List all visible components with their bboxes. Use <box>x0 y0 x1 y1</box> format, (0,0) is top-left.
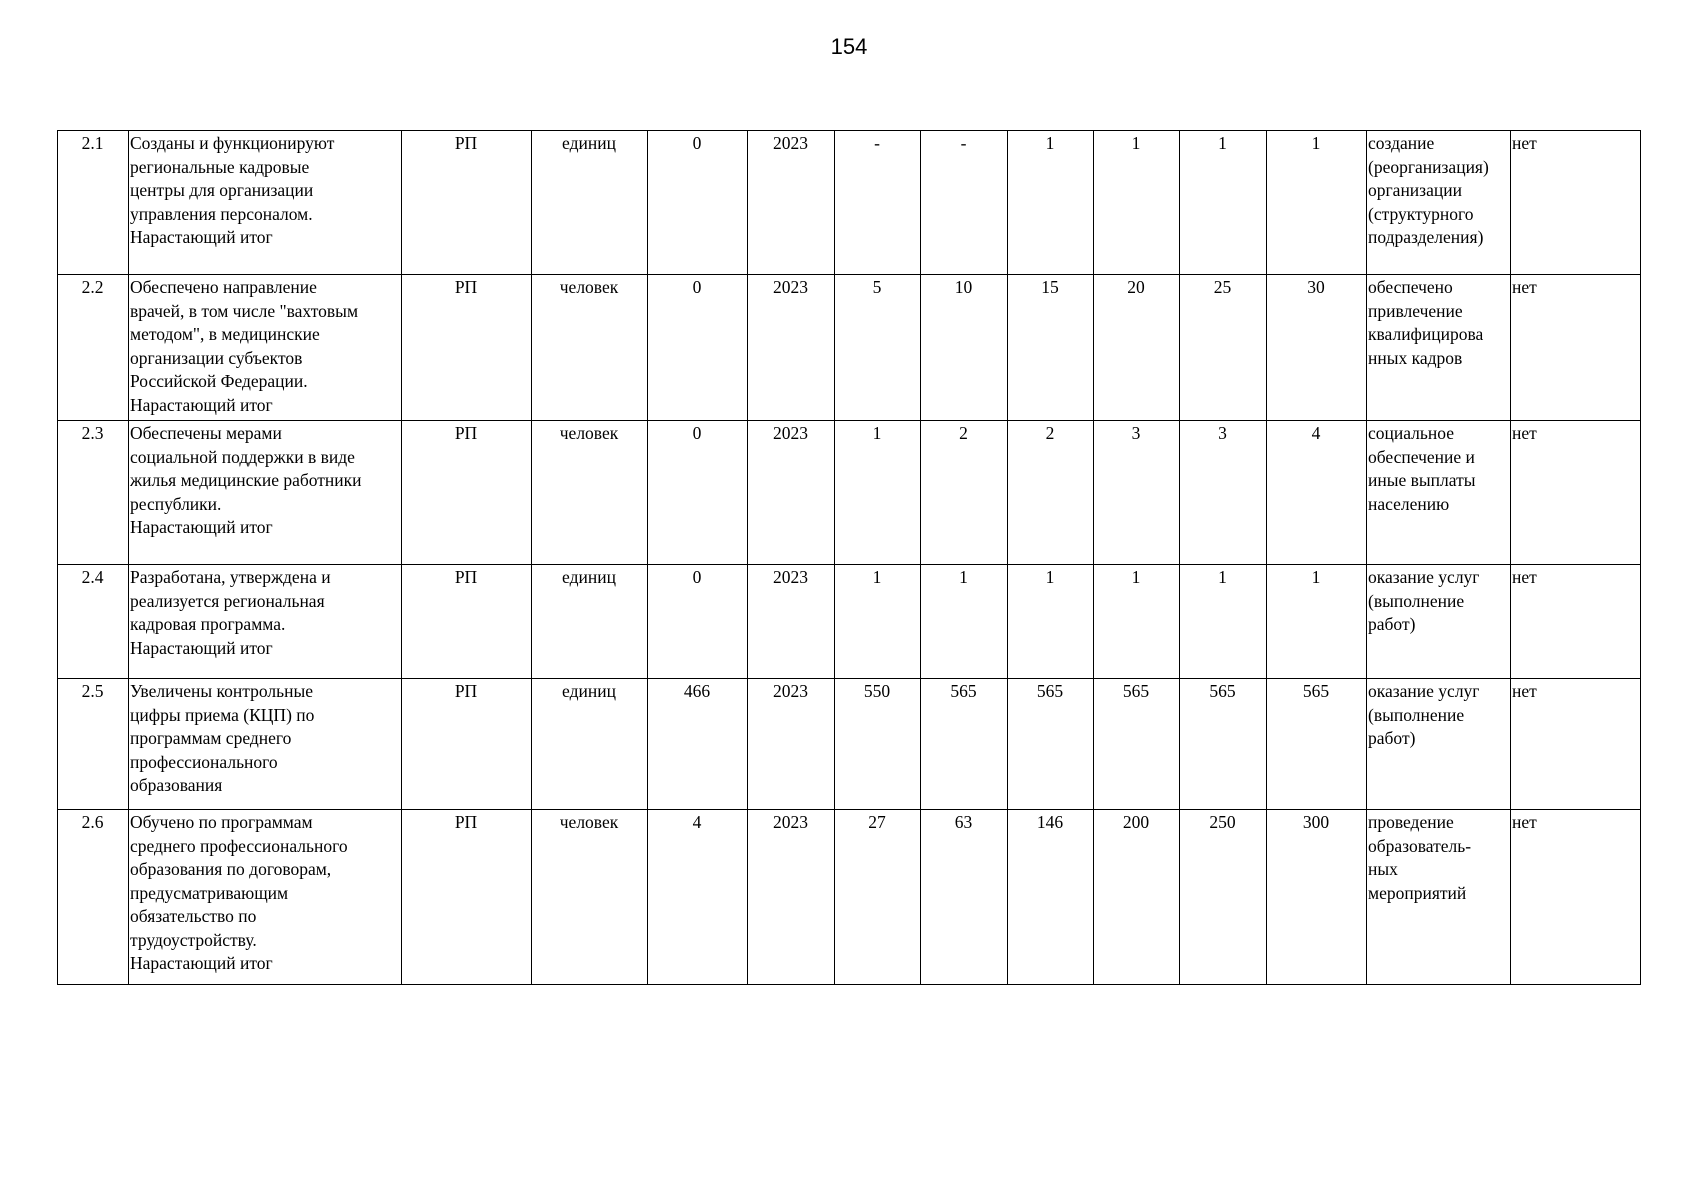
unit: человек <box>532 275 648 421</box>
result-type: оказание услуг (выполнение работ) <box>1367 565 1511 679</box>
base-value: 0 <box>648 275 748 421</box>
row-number: 2.2 <box>58 275 129 421</box>
value-1: 1 <box>835 565 921 679</box>
value-6: 565 <box>1267 679 1367 810</box>
result-type: социальное обеспечение и иные выплаты населению <box>1367 421 1511 565</box>
value-2: - <box>921 131 1008 275</box>
value-2: 63 <box>921 810 1008 985</box>
value-1: 1 <box>835 421 921 565</box>
value-6: 300 <box>1267 810 1367 985</box>
value-3: 1 <box>1008 565 1094 679</box>
value-3: 146 <box>1008 810 1094 985</box>
base-year: 2023 <box>748 565 835 679</box>
level: РП <box>402 421 532 565</box>
value-2: 2 <box>921 421 1008 565</box>
value-6: 4 <box>1267 421 1367 565</box>
value-6: 1 <box>1267 131 1367 275</box>
indicator-name: Обеспечено направление врачей, в том числе "вахтовым методом", в медицинские организации субъектов Российской Федерации. Нарастающий итог <box>129 275 402 421</box>
page-number: 154 <box>830 34 868 59</box>
result-type: оказание услуг (выполнение работ) <box>1367 679 1511 810</box>
flag: нет <box>1511 275 1641 421</box>
flag: нет <box>1511 131 1641 275</box>
value-6: 30 <box>1267 275 1367 421</box>
row-number: 2.6 <box>58 810 129 985</box>
result-type: проведение образователь- ных мероприятий <box>1367 810 1511 985</box>
row-number: 2.3 <box>58 421 129 565</box>
value-5: 1 <box>1180 131 1267 275</box>
table-row <box>58 275 1641 421</box>
value-5: 25 <box>1180 275 1267 421</box>
table-row <box>58 565 1641 679</box>
level: РП <box>402 275 532 421</box>
row-number: 2.5 <box>58 679 129 810</box>
value-3: 1 <box>1008 131 1094 275</box>
indicator-name: Обучено по программам среднего профессионального образования по договорам, предусматривающим обязательство по трудоустройству. Нарастающий итог <box>129 810 402 985</box>
value-1: 27 <box>835 810 921 985</box>
table-body <box>58 131 1641 985</box>
flag: нет <box>1511 679 1641 810</box>
value-4: 3 <box>1094 421 1180 565</box>
unit: единиц <box>532 565 648 679</box>
base-value: 0 <box>648 565 748 679</box>
indicator-name: Увеличены контрольные цифры приема (КЦП) по программам среднего профессионального образования <box>129 679 402 810</box>
value-4: 20 <box>1094 275 1180 421</box>
value-5: 250 <box>1180 810 1267 985</box>
row-number: 2.1 <box>58 131 129 275</box>
level: РП <box>402 679 532 810</box>
base-year: 2023 <box>748 275 835 421</box>
value-1: - <box>835 131 921 275</box>
value-2: 10 <box>921 275 1008 421</box>
table-row <box>58 131 1641 275</box>
table-row <box>58 810 1641 985</box>
value-3: 565 <box>1008 679 1094 810</box>
base-year: 2023 <box>748 421 835 565</box>
unit: человек <box>532 810 648 985</box>
value-4: 200 <box>1094 810 1180 985</box>
value-5: 565 <box>1180 679 1267 810</box>
value-4: 565 <box>1094 679 1180 810</box>
base-year: 2023 <box>748 810 835 985</box>
row-number: 2.4 <box>58 565 129 679</box>
flag: нет <box>1511 810 1641 985</box>
level: РП <box>402 565 532 679</box>
level: РП <box>402 131 532 275</box>
base-value: 466 <box>648 679 748 810</box>
flag: нет <box>1511 565 1641 679</box>
unit: единиц <box>532 679 648 810</box>
value-4: 1 <box>1094 131 1180 275</box>
base-year: 2023 <box>748 131 835 275</box>
value-2: 1 <box>921 565 1008 679</box>
value-5: 1 <box>1180 565 1267 679</box>
value-6: 1 <box>1267 565 1367 679</box>
unit: человек <box>532 421 648 565</box>
value-1: 550 <box>835 679 921 810</box>
value-4: 1 <box>1094 565 1180 679</box>
indicator-name: Созданы и функционируют региональные кадровые центры для организации управления персоналом. Нарастающий итог <box>129 131 402 275</box>
value-1: 5 <box>835 275 921 421</box>
indicator-name: Разработана, утверждена и реализуется региональная кадровая программа. Нарастающий итог <box>129 565 402 679</box>
indicators-table <box>57 130 1641 985</box>
value-3: 2 <box>1008 421 1094 565</box>
flag: нет <box>1511 421 1641 565</box>
value-3: 15 <box>1008 275 1094 421</box>
result-type: обеспечено привлечение квалифицирова нных кадров <box>1367 275 1511 421</box>
value-2: 565 <box>921 679 1008 810</box>
base-value: 4 <box>648 810 748 985</box>
base-value: 0 <box>648 131 748 275</box>
value-5: 3 <box>1180 421 1267 565</box>
base-year: 2023 <box>748 679 835 810</box>
table-row <box>58 421 1641 565</box>
unit: единиц <box>532 131 648 275</box>
result-type: создание (реорганизация) организации (структурного подразделения) <box>1367 131 1511 275</box>
indicator-name: Обеспечены мерами социальной поддержки в виде жилья медицинские работники республики. Нарастающий итог <box>129 421 402 565</box>
level: РП <box>402 810 532 985</box>
base-value: 0 <box>648 421 748 565</box>
table-row <box>58 679 1641 810</box>
